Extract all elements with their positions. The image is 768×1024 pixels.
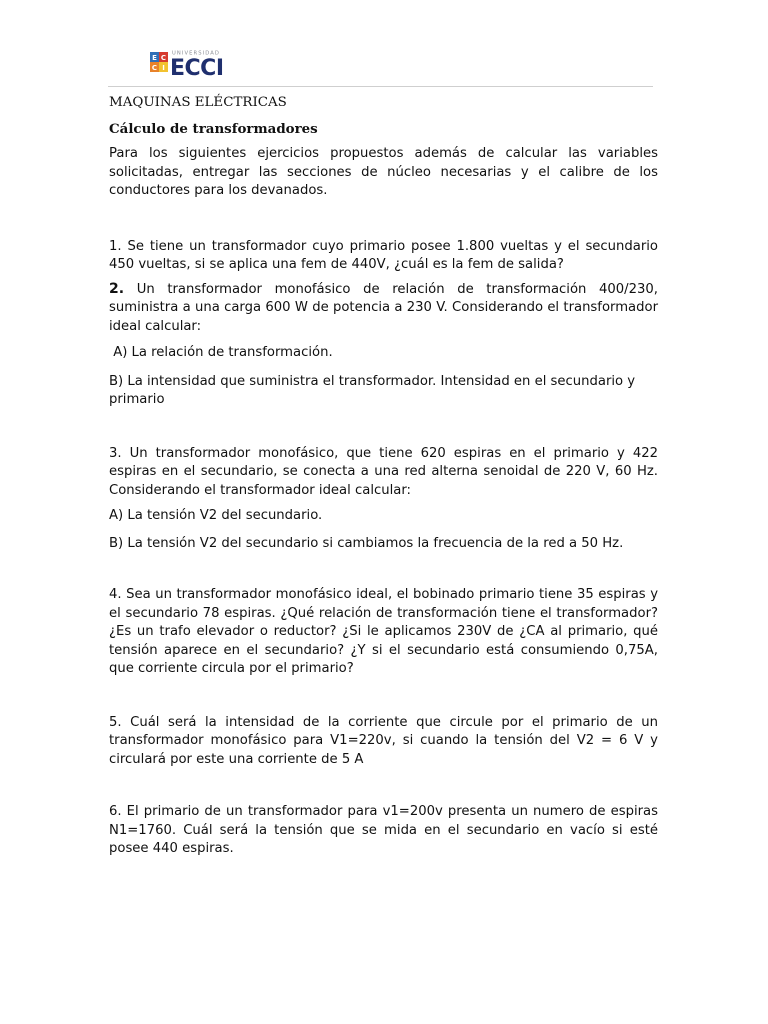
- exercise-3-part-a: A) La tensión V2 del secundario.: [109, 508, 323, 523]
- exercise-2-number: 2.: [109, 280, 125, 297]
- exercise-2-text: Un transformador monofásico de relación de transformación 400/230, suministra a una carga 600 W de potencia a 230 V. Considerando el transformador ideal calcular:: [109, 281, 658, 334]
- logo-letter-c1: C: [160, 54, 167, 62]
- exercise-2-part-b: B) La intensidad que suministra el transformador. Intensidad en el secundario y primario: [109, 373, 636, 407]
- exercise-2: [109, 280, 658, 337]
- intro-paragraph: Para los siguientes ejercicios propuestos además de calcular las variables solicitadas, entregar las secciones de núcleo necesarias y el calibre de los conductores para los devanados.: [109, 146, 658, 198]
- exercise-2-part-a: A) La relación de transformación.: [109, 345, 333, 360]
- section-subtitle: Cálculo de transformadores: [109, 120, 318, 137]
- course-title: MAQUINAS ELÉCTRICAS: [109, 95, 287, 110]
- logo-university-label: UNIVERSIDAD: [172, 50, 221, 57]
- logo-letter-i: I: [162, 64, 165, 72]
- logo-letter-c2: C: [151, 64, 158, 72]
- page-header: [108, 40, 653, 87]
- document-body: [109, 92, 658, 859]
- exercise-5: 5. Cuál será la intensidad de la corriente que circule por el primario de un transformador monofásico para V1=220v, si cuando la tensión del V2 = 6 V y circulará por este una corriente de 5 A: [109, 714, 658, 767]
- logo-wordmark: ECCI: [170, 56, 224, 78]
- exercise-3: 3. Un transformador monofásico, que tiene 620 espiras en el primario y 422 espiras en el secundario, se conecta a una red alterna senoidal de 220 V, 60 Hz. Considerando el transformador ideal calcular:: [109, 445, 658, 498]
- logo-letter-e: E: [152, 54, 157, 62]
- exercise-3-part-b: B) La tensión V2 del secundario si cambiamos la frecuencia de la red a 50 Hz.: [109, 535, 624, 551]
- ecci-logo: [150, 48, 262, 78]
- exercise-1: 1. Se tiene un transformador cuyo primario posee 1.800 vueltas y el secundario 450 vueltas, si se aplica una fem de 440V, ¿cuál es la fem de salida?: [109, 238, 658, 272]
- exercise-4: 4. Sea un transformador monofásico ideal, el bobinado primario tiene 35 espiras y el secundario 78 espiras. ¿Qué relación de transformación tiene el transformador? ¿Es un trafo elevador o reductor? ¿Si le aplicamos 230V de ¿CA al primario, qué tensión aparece en el secundario? ¿Y si el secundario está consumiendo 0,75A, que corriente circula por el primario?: [109, 587, 658, 676]
- exercise-6: 6. El primario de un transformador para v1=200v presenta un numero de espiras N1=1760. Cuál será la tensión que se mida en el secundario en vacío si esté posee 440 espiras.: [109, 804, 658, 856]
